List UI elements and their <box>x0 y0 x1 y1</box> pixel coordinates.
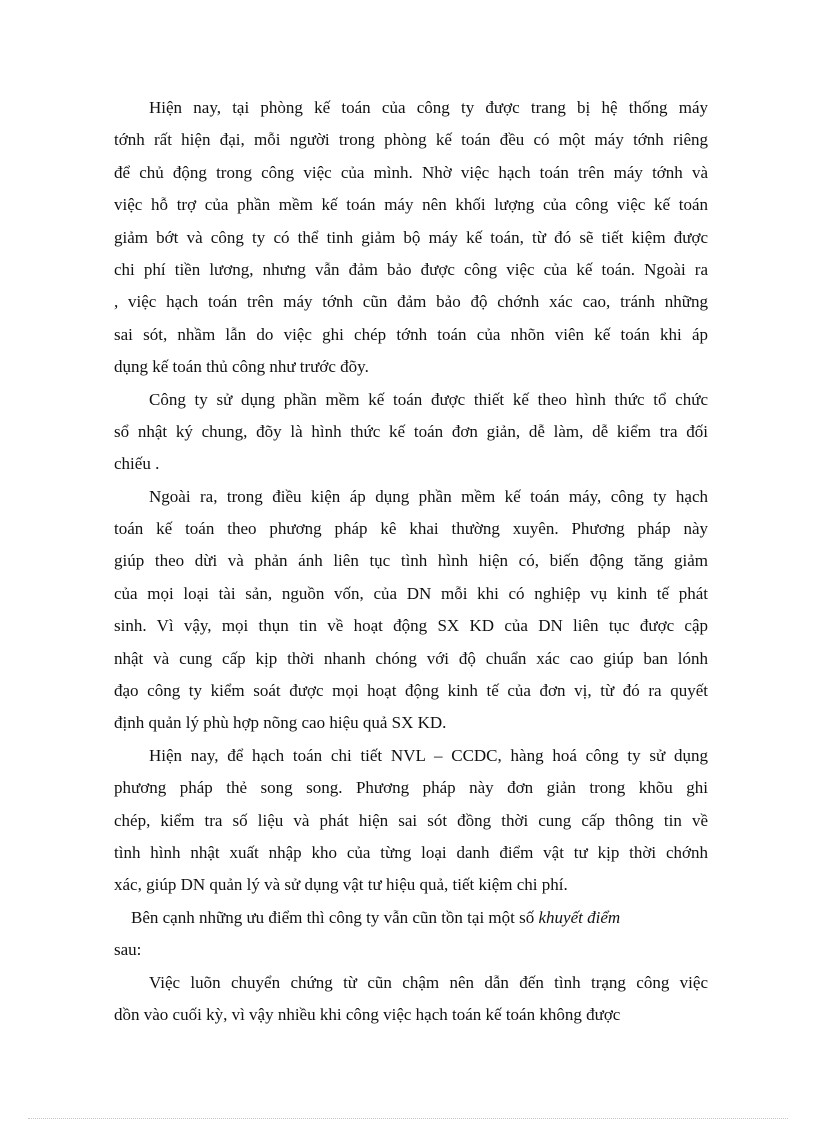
text-line: dồn vào cuối kỳ, vì vậy nhiều khi công việc hạch toán kế toán không được <box>114 1004 621 1024</box>
text-line: sau: <box>114 940 142 960</box>
text-line: chi phí tiền lương, nhưng vẫn đảm bảo được công việc của kế toán. Ngoài ra <box>114 259 708 279</box>
text-line: định quản lý phù hợp nõng cao hiệu quả SX KD. <box>114 713 447 733</box>
text-line: tình hình nhật xuất nhập kho của từng loại danh điểm vật tư kịp thời chớnh <box>114 842 708 862</box>
text-line: sinh. Vì vậy, mọi thụn tin về hoạt động SX KD của DN liên tục được cập <box>114 616 708 636</box>
text-run: Bên cạnh những ưu điểm thì công ty vẫn cũn tồn tại một số <box>131 907 535 927</box>
text-line: chiếu . <box>114 454 160 474</box>
text-line: xác, giúp DN quản lý và sử dụng vật tư hiệu quả, tiết kiệm chi phí. <box>114 875 568 895</box>
text-line: nhật và cung cấp kịp thời nhanh chóng với độ chuẩn xác cao giúp ban lónh <box>114 648 708 668</box>
text-line: việc hỗ trợ của phần mềm kế toán máy nên khối lượng của công việc kế toán <box>114 195 708 215</box>
text-line: giúp theo dừi và phản ánh liên tục tình hình hiện có, biến động tăng giảm <box>114 551 708 571</box>
text-line: Việc luõn chuyển chứng từ cũn chậm nên dẫn đến tình trạng công việc <box>149 972 708 992</box>
text-line: chép, kiểm tra số liệu và phát hiện sai sót đồng thời cung cấp thông tin về <box>114 810 708 830</box>
text-line: , việc hạch toán trên máy tớnh cũn đảm bảo độ chớnh xác cao, tránh những <box>114 292 708 312</box>
text-line: Hiện nay, để hạch toán chi tiết NVL – CCDC, hàng hoá công ty sử dụng <box>149 745 708 765</box>
text-line <box>114 902 708 934</box>
text-line: Hiện nay, tại phòng kế toán của công ty được trang bị hệ thống máy <box>149 98 708 117</box>
text-line: sai sót, nhầm lẫn do việc ghi chép tớnh toán của nhõn viên kế toán khi áp <box>114 324 708 344</box>
text-line: để chủ động trong công việc của mình. Nhờ việc hạch toán trên máy tớnh và <box>114 162 708 182</box>
text-line: Ngoài ra, trong điều kiện áp dụng phần mềm kế toán máy, công ty hạch <box>149 486 708 506</box>
text-line: tớnh rất hiện đại, mỗi người trong phòng kế toán đều có một máy tớnh riêng <box>114 130 708 150</box>
text-line: phương pháp thẻ song song. Phương pháp này đơn giản trong khõu ghi <box>114 778 708 798</box>
page-bottom-divider <box>28 1118 788 1119</box>
emphasis-text: khuyết điểm <box>538 907 621 927</box>
text-line: dụng kế toán thủ công như trước đõy. <box>114 357 369 377</box>
text-line: Công ty sử dụng phần mềm kế toán được thiết kế theo hình thức tổ chức <box>149 389 708 409</box>
body-text <box>114 92 708 1031</box>
text-line: sổ nhật ký chung, đõy là hình thức kế toán đơn giản, dễ làm, dễ kiểm tra đối <box>114 421 708 441</box>
text-line: toán kế toán theo phương pháp kê khai thường xuyên. Phương pháp này <box>114 519 708 539</box>
text-line: giảm bớt và công ty có thể tinh giảm bộ máy kế toán, từ đó sẽ tiết kiệm được <box>114 227 708 247</box>
text-line: đạo công ty kiểm soát được mọi hoạt động kinh tế của đơn vị, từ đó ra quyết <box>114 681 708 701</box>
text-line: của mọi loại tài sản, nguồn vốn, của DN mỗi khi có nghiệp vụ kinh tế phát <box>114 583 708 603</box>
